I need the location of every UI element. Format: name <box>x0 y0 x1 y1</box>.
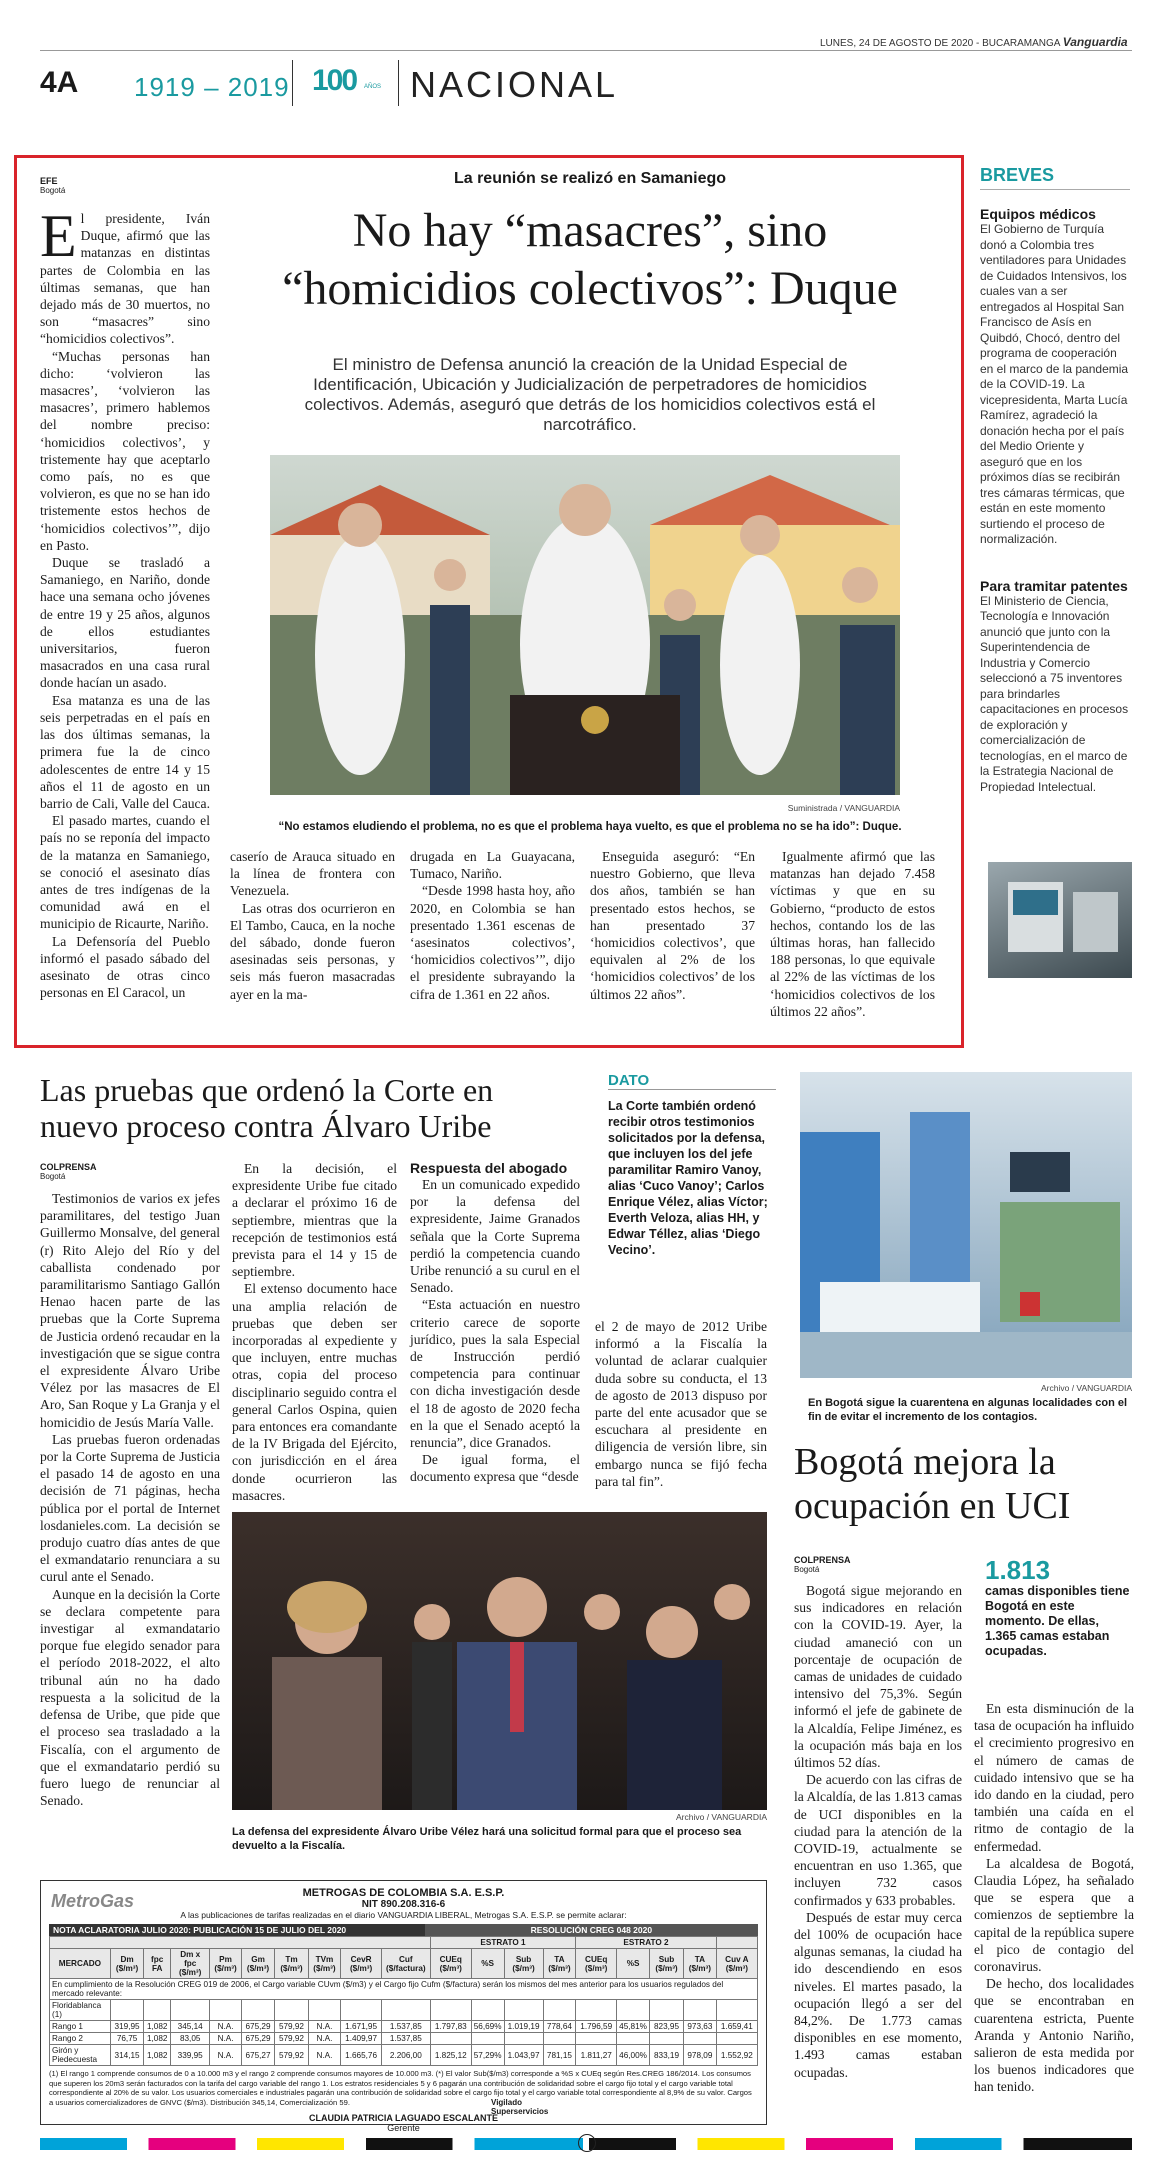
uribe-para: El extenso documento hace una amplia relación de pruebas que deben ser incorporadas al expediente y que incluyen, entre muchas otras, copia del proceso disciplinario seguido contra el general Carlos Ospina, quien para entonces era comandante de la IV Brigada del Ejército, con jurisdicción en el área donde ocurrieron las masacres. <box>232 1281 397 1503</box>
table-cell: 2.206,00 <box>381 2045 430 2066</box>
main-article-col4 <box>590 848 755 1003</box>
table-cell: 978,09 <box>684 2045 717 2066</box>
table-cell: Floridablanca (1) <box>50 2000 111 2021</box>
table-cell: 57,29% <box>471 2045 504 2066</box>
main-article-para: El presidente, Iván Duque, afirmó que las matanzas en distintas partes de Colombia en las últimas semanas, que han dejado más de 30 muertos, no son “masacres” sino “homicidios colectivos”. <box>40 203 210 347</box>
main-article-para: La Defensoría del Pueblo informó el pasado sábado del asesinato de otras cinco personas en El Caracol, un <box>40 933 210 1001</box>
metrogas-signer-title: Gerente <box>387 2123 420 2133</box>
table-header-cell: TA ($/m³) <box>684 1949 717 1979</box>
table-cell: 675,27 <box>241 2045 275 2066</box>
table-cell <box>617 2033 650 2045</box>
table-header-cell: CevR ($/m³) <box>341 1949 382 1979</box>
table-header-cell: Tm ($/m³) <box>275 1949 308 1979</box>
table-cell <box>576 2033 617 2045</box>
main-article-kicker: La reunión se realizó en Samaniego <box>453 170 727 187</box>
table-cell: 823,95 <box>649 2021 683 2033</box>
table-cell: 579,92 <box>275 2045 308 2066</box>
main-article-headline: No hay “masacres”, sino “homicidios colectivos”: Duque <box>282 204 898 315</box>
breves-item-text: El Ministerio de Ciencia, Tecnología e Innovación anunció que junto con la Superintendencia de Industria y Comercio seleccionó a 75 inventores para brindarles capacitaciones en procesos de exploración y comercialización de tecnologías, en el marco de la Estrategia Nacional de Propiedad Intelectual. <box>980 593 1129 794</box>
table-cell <box>471 2000 504 2021</box>
date-line: LUNES, 24 DE AGOSTO DE 2020 - BUCARAMANGA Vanguardia <box>820 35 1128 49</box>
metrogas-intro: A las publicaciones de tarifas realizadas en el diario VANGUARDIA LIBERAL, Metrogas S.A. E.S.P. se permite aclarar: <box>180 1910 627 1920</box>
uci-para: De acuerdo con las cifras de la Alcaldía, de las 1.813 camas de UCI disponibles en la ciudad para la atención de la COVID-19, actualmente se encuentran en uso 1.365, que incluyen 732 casos confirmados y 633 probables. <box>794 1772 962 1908</box>
table-cell: 778,64 <box>543 2021 576 2033</box>
breves-photo <box>988 862 1132 978</box>
table-cell: N.A. <box>308 2045 341 2066</box>
uribe-col4 <box>595 1318 767 1490</box>
table-cell: 1.537,85 <box>381 2021 430 2033</box>
uribe-headline: Las pruebas que ordenó la Corte en nuevo proceso contra Álvaro Uribe <box>40 1072 494 1144</box>
main-article-para: El pasado martes, cuando el país no se reponía del impacto de la matanza en Samaniego, se conoció el asesinato días antes de tres indígenas de la comunidad awá en el municipio de Ricaurte, Nariño. <box>40 813 210 932</box>
uci-para: La alcaldesa de Bogotá, Claudia López, ha señalado que se espera que a comienzos de septiembre la capital de la república supere el pico de contagio del coronavirus. <box>974 1855 1134 1975</box>
table-cell <box>308 2000 341 2021</box>
table-cell: 675,29 <box>241 2033 275 2045</box>
table-cell: N.A. <box>308 2021 341 2033</box>
table-row <box>50 1979 758 2000</box>
table-cell <box>716 2000 757 2021</box>
table-cell <box>241 2000 275 2021</box>
uci-photo-caption: En Bogotá sigue la cuarentena en algunas localidades con el fin de evitar el incremento de los contagios. <box>808 1397 1128 1423</box>
table-cell <box>649 2000 683 2021</box>
table-cell: 1.797,83 <box>430 2021 471 2033</box>
uribe-subhead: Respuesta del abogado <box>410 1160 568 1176</box>
table-cell: 56,69% <box>471 2021 504 2033</box>
main-article-photo-credit: Suministrada / VANGUARDIA <box>787 803 900 813</box>
table-cell <box>504 2000 543 2021</box>
table-row <box>50 2021 758 2033</box>
table-cell: 314,15 <box>110 2045 144 2066</box>
metrogas-footnote: (1) El rango 1 comprende consumos de 0 a 10.000 m3 y el rango 2 comprende consumos mayores de 10.000 m3. (*) El valor Sub($/m3) corresponde a %S x CUEq según Res.CREG 186/2014. Los consumos que superen los 20m3 serán facturados con la tarifa del cargo variable del rango 1. Los estratos residenciales 5 y 6 pagarán una contribución de solidaridad sobre el cargo fijo total y el cargo variable total correspondiente al 20% de su valor. Los usuarios comerciales e industriales pagarán una contribución de solidaridad sobre el cargo fijo total y el cargo variable total correspondiente al 8,9% de su valor. Cargos a usuarios comercializadores de GNVC ($/m3). Distribución 345,14, Comercialización 59. <box>49 2069 752 2107</box>
table-header-cell: Cuv A ($/m³) <box>716 1949 757 1979</box>
table-cell: N.A. <box>308 2033 341 2045</box>
table-cell: 1.825,12 <box>430 2045 471 2066</box>
main-article-col2 <box>230 848 395 1003</box>
uribe-col1 <box>40 1190 220 1809</box>
table-cell: 1.537,85 <box>381 2033 430 2045</box>
main-article-agency-city: Bogotá <box>40 186 66 195</box>
table-header-cell: fpc FA <box>144 1949 171 1979</box>
uci-photo-credit: Archivo / VANGUARDIA <box>1040 1383 1132 1393</box>
table-header-cell: Sub ($/m³) <box>504 1949 543 1979</box>
uci-para: De hecho, dos localidades que se encontraban en cuarentena estricta, Puente Aranda y Antonio Nariño, salieron de esta medida por los buenos indicadores que han tenido. <box>974 1976 1134 2095</box>
icu-photo-illustration <box>800 1072 1132 1378</box>
table-cell: 675,29 <box>241 2021 275 2033</box>
table-header-cell: Dm x fpc ($/m³) <box>171 1949 210 1979</box>
table-cell <box>341 2000 382 2021</box>
breves-item-text: El Gobierno de Turquía donó a Colombia tres ventiladores para Unidades de Cuidados Intensivos, los cuales van a ser entregados al Hospital San Francisco de Asís en Quibdó, Chocó, dentro del programa de cooperación en el marco de la pandemia de la COVID-19. La vicepresidenta, Marta Lucía Ramírez, agradeció la donación hecha por el país del Medio Oriente y aseguró que en los próximos días se recibirán tres cámaras térmicas, que están en este momento surtiendo el proceso de normalización. <box>980 222 1129 546</box>
table-cell: 833,19 <box>649 2045 683 2066</box>
table-cell: 46,00% <box>617 2045 650 2066</box>
uribe-photo-caption: La defensa del expresidente Álvaro Uribe Vélez hará una solicitud formal para que el proceso sea devuelto a la Fiscalía. <box>232 1826 742 1852</box>
table-header-cell: CUEq ($/m³) <box>430 1949 471 1979</box>
table-cell: 339,95 <box>171 2045 210 2066</box>
table-cell: 76,75 <box>110 2033 144 2045</box>
table-cell: 1.665,76 <box>341 2045 382 2066</box>
uci-agency-city: Bogotá <box>794 1565 820 1574</box>
table-cell <box>716 2033 757 2045</box>
table-cell <box>381 2000 430 2021</box>
table-cell <box>684 2033 717 2045</box>
table-header-cell: Pm ($/m³) <box>210 1949 241 1979</box>
table-header-cell: TVm ($/m³) <box>308 1949 341 1979</box>
table-row <box>50 2045 758 2066</box>
table-cell: 1.659,41 <box>716 2021 757 2033</box>
table-cell: 1.552,92 <box>716 2045 757 2066</box>
header-divider <box>292 60 293 106</box>
metrogas-nit: NIT 890.208.316-6 <box>361 1899 446 1910</box>
vigilado-seal: Vigilado Superservicios <box>491 2098 549 2116</box>
registration-mark-icon <box>578 2134 596 2152</box>
dropcap: E <box>40 203 77 269</box>
estrato1-header: ESTRATO 1 <box>430 1937 575 1949</box>
uribe-photo-illustration <box>232 1512 767 1810</box>
table-header-cell: Cuf ($/factura) <box>381 1949 430 1979</box>
uribe-para: De igual forma, el documento expresa que “desde <box>410 1452 580 1485</box>
uci-para: Después de estar muy cerca del 100% de ocupación hace algunas semanas, la ciudad ha ido descendiendo en esos niveles. El martes pasado, la ocupación llegó a ser del 84,2%. De 1.773 camas disponibles en ese momento, 1.493 camas estaban ocupadas. <box>794 1909 962 2080</box>
table-header-cell: Dm ($/m³) <box>110 1949 144 1979</box>
uribe-para: Testimonios de varios ex jefes paramilitares, del testigo Juan Guillermo Monsalve, del general (r) Rito Alejo del Río y del caballista condenado por paramilitarismo Santiago Gallón Henao hacen parte de las pruebas que la Corte Suprema de Justicia ordenó recaudar en la investigación que se sigue contra el expresidente Álvaro Uribe Vélez por las masacres de El Aro, San Roque y La Granja y el homicidio de Jesús María Valle. <box>40 1191 220 1430</box>
table-cell <box>210 2000 241 2021</box>
metrogas-logo: MetroGas <box>51 1891 135 1911</box>
uci-para: En esta disminución de la tasa de ocupación ha influido el crecimiento progresivo en el número de camas de cuidado intensivo que se ha ido dando en la ciudad, pero también una caída en el ritmo de contagio de la enfermedad. <box>974 1701 1134 1854</box>
table-cell: Girón y Piedecuesta <box>50 2045 111 2066</box>
uci-photo <box>800 1072 1132 1378</box>
ventilator-photo-illustration <box>988 862 1132 978</box>
dato-label: DATO <box>608 1072 776 1090</box>
main-article-para: drugada en La Guayacana, Tumaco, Nariño. <box>410 849 575 882</box>
table-cell <box>576 2000 617 2021</box>
breves-item-title: Para tramitar patentes <box>980 577 1128 594</box>
metrogas-note-row: En cumplimiento de la Resolución CREG 019 de 2006, el Cargo variable CUvm ($/m3) y el Cargo fijo Cufm ($/factura) serán los mismos del mes anterior para los usuarios regulados del mercado relevante: <box>50 1979 758 2000</box>
main-article-para: “Muchas personas han dicho: ‘volvieron las masacres’, ‘volvieron las masacres’, primero hablemos del nombre preciso: ‘homicidios colectivos’, y tristemente hay que aceptarlo como país, no es que volvieron, es que no se han ido tristemente estos hechos de ‘homicidios colectivos’”, dijo en Pasto. <box>40 348 210 553</box>
table-cell: 345,14 <box>171 2021 210 2033</box>
main-article-col1 <box>40 203 210 1001</box>
dato-box <box>608 1072 776 1258</box>
table-cell: 579,92 <box>275 2033 308 2045</box>
table-cell: N.A. <box>210 2021 241 2033</box>
main-article-agency: EFE Bogotá <box>40 176 66 195</box>
main-article-para: caserío de Arauca situado en la línea de frontera con Venezuela. <box>230 849 395 899</box>
table-header-cell: Sub ($/m³) <box>649 1949 683 1979</box>
main-article-photo-caption: “No estamos eludiendo el problema, no es que el problema haya vuelto, es que el problema no se ha ido”: Duque. <box>278 821 902 833</box>
page-number: 4A <box>40 66 79 99</box>
uribe-para: el 2 de mayo de 2012 Uribe informó a la Fiscalía la voluntad de aclarar cualquier duda sobre su conducta, el 13 de agosto de 2013 dispuso por parte del ente acusador que se escuchara al presidente en diligencia de versión libre, sin embargo nunca se fijó fecha para tal fin”. <box>595 1319 767 1489</box>
table-cell: 319,95 <box>110 2021 144 2033</box>
table-cell: 45,81% <box>617 2021 650 2033</box>
uribe-para: En la decisión, el expresidente Uribe fue citado a declarar el próximo 16 de septiembre, mientras que la recepción de testimonios está prevista para el 14 y 15 de septiembre. <box>232 1161 397 1280</box>
table-cell <box>471 2033 504 2045</box>
header-divider-2 <box>398 60 399 106</box>
table-cell: 1.409,97 <box>341 2033 382 2045</box>
main-article-subhead: El ministro de Defensa anunció la creación de la Unidad Especial de Identificación, Ubicación y Judicialización de perpetradores de homicidios colectivos. Además, aseguró que detrás de los homicidios colectivos está el narcotráfico. <box>304 355 876 434</box>
years-label: 1919 – 2019 <box>134 72 290 102</box>
table-header-cell: TA ($/m³) <box>543 1949 576 1979</box>
table-cell: 1.671,95 <box>341 2021 382 2033</box>
table-cell: 1,082 <box>144 2021 171 2033</box>
table-cell: 1.043,97 <box>504 2045 543 2066</box>
main-article-para: Duque se trasladó a Samaniego, en Nariño, donde hace una semana ocho jóvenes de entre 19 y 25 años, algunos de ellos estudiantes universitarios, fueron masacrados en una casa rural donde hacían un asado. <box>40 555 210 691</box>
table-cell: 83,05 <box>171 2033 210 2045</box>
dato-text: La Corte también ordenó recibir otros testimonios solicitados por la defensa, que incluyen los del jefe paramilitar Ramiro Vanoy, alias ‘Cuco Vanoy’; Carlos Enrique Vélez, alias Víctor; Everth Veloza, alias HH, y Edwar Téllez, alias ‘Diego Vecino’. <box>608 1099 768 1257</box>
main-article-col3 <box>410 848 575 1003</box>
main-article-para: Enseguida aseguró: “En nuestro Gobierno, que lleva dos años, también se han presentado estos hechos, se han presentado 37 ‘homicidios colectivos’, que equivalen al 2% de los ‘homicidios colectivos’ de los últimos 22 años”. <box>590 849 755 1002</box>
ceremony-photo-illustration <box>270 455 900 795</box>
main-article-para: Esa matanza es una de las seis perpetradas en el país en las dos últimas semanas, la primera fue la de cinco adolescentes de entre 14 y 15 años el 11 de agosto en un barrio de Cali, Valle del Cauca. <box>40 692 210 811</box>
table-cell: Rango 2 <box>50 2033 111 2045</box>
header-rule <box>40 50 1132 51</box>
anniversary-logo-sub: AÑOS <box>364 84 382 90</box>
main-article-col5 <box>770 848 935 1020</box>
table-header-cell: MERCADO <box>50 1949 111 1979</box>
uci-agency: COLPRENSA Bogotá <box>794 1555 851 1574</box>
table-cell: 579,92 <box>275 2021 308 2033</box>
table-cell <box>110 2000 144 2021</box>
uribe-col2 <box>232 1160 397 1504</box>
table-header-cell: Gm ($/m³) <box>241 1949 275 1979</box>
table-row <box>50 2033 758 2045</box>
main-article-photo <box>270 455 900 795</box>
breves-label: BREVES <box>980 165 1130 190</box>
table-cell: 1.811,27 <box>576 2045 617 2066</box>
anniversary-logo-number: 100 <box>312 64 357 97</box>
table-cell: N.A. <box>210 2045 241 2066</box>
table-cell: Rango 1 <box>50 2021 111 2033</box>
metrogas-table-banner <box>49 1924 758 1936</box>
paper-name: Vanguardia <box>1062 35 1128 49</box>
breves-sidebar <box>980 165 1130 795</box>
uribe-para: En un comunicado expedido por la defensa del expresidente, Jaime Granados señala que la Corte Suprema perdió la competencia cuando Uribe renunció a su curul en el Senado. <box>410 1177 580 1296</box>
estrato2-header: ESTRATO 2 <box>576 1937 716 1949</box>
uribe-para: Las pruebas fueron ordenadas por la Corte Suprema de Justicia el pasado 14 de agosto en una decisión de 71 páginas, hecha pública por el portal de Internet losdanieles.com. La decisión se produjo cuatro días antes de que el exmandatario renunciara a su curul ante el Senado. <box>40 1431 220 1585</box>
table-cell <box>430 2000 471 2021</box>
uribe-photo <box>232 1512 767 1810</box>
table-cell: N.A. <box>210 2033 241 2045</box>
metrogas-signer: CLAUDIA PATRICIA LAGUADO ESCALANTE Gerente <box>49 2113 758 2133</box>
uribe-agency-city: Bogotá <box>40 1172 66 1181</box>
main-article-para: “Desde 1998 hasta hoy, año 2020, en Colombia se han presentado 1.361 escenas de ‘asesinatos colectivos’, ‘homicidios colectivos’”, dijo el presidente subrayando la cifra de 1.361 en 22 años. <box>410 883 575 1002</box>
uribe-para: Aunque en la decisión la Corte se declara competente para investigar al exmandatario porque fue elegido senador para el período 2018-2022, el alto tribunal aún no ha dado respuesta a la solicitud de la defensa de Uribe, que pide que el proceso sea trasladado a la Fiscalía, con el argumento de que el exmandatario perdió su fuero luego de renunciar al Senado. <box>40 1586 220 1809</box>
uribe-col3 <box>410 1160 580 1486</box>
table-header-cell: %S <box>617 1949 650 1979</box>
breves-item-title: Equipos médicos <box>980 206 1096 222</box>
uci-col1 <box>794 1582 962 2081</box>
table-cell: 973,63 <box>684 2021 717 2033</box>
section-title: NACIONAL <box>410 64 619 105</box>
metrogas-ad <box>40 1880 767 2133</box>
metrogas-nota: NOTA ACLARATORIA JULIO 2020: PUBLICACIÓN 15 DE JULIO DEL 2020 <box>49 1924 425 1936</box>
anniversary-logo <box>312 64 382 104</box>
table-header-cell: CUEq ($/m³) <box>576 1949 617 1979</box>
uci-para: Bogotá sigue mejorando en sus indicadores en relación con la COVID-19. Ayer, la ciudad amaneció con un porcentaje de ocupación de camas de unidades de cuidado intensivo del 75,3%. Según informó el jefe de gabinete de la Alcaldía, Felipe Jiménez, es la ocupación más baja en los últimos 52 días. <box>794 1583 962 1771</box>
table-cell <box>543 2000 576 2021</box>
table-row <box>50 2000 758 2021</box>
table-cell: 1,082 <box>144 2045 171 2066</box>
table-cell <box>430 2033 471 2045</box>
main-article-para: Igualmente afirmó que las matanzas han dejado 7.458 víctimas y que en su Gobierno, “producto de estos hechos, contando los de las últimas horas, han fallecido 188 personas, lo que equivale al 22% de las víctimas de los ‘homicidios colectivos de los últimos 22 años”. <box>770 849 935 1019</box>
table-header-cell: %S <box>471 1949 504 1979</box>
table-cell <box>275 2000 308 2021</box>
table-cell <box>543 2033 576 2045</box>
table-cell: 1.796,59 <box>576 2021 617 2033</box>
uci-highlight-text: camas disponibles tiene Bogotá en este momento. De ellas, 1.365 camas estaban ocupadas. <box>985 1584 1130 1658</box>
table-cell: 1,082 <box>144 2033 171 2045</box>
table-row <box>50 1937 758 1949</box>
uribe-agency: COLPRENSA Bogotá <box>40 1162 97 1181</box>
metrogas-resolucion: RESOLUCIÓN CREG 048 2020 <box>425 1924 758 1936</box>
table-cell <box>171 2000 210 2021</box>
table-cell <box>649 2033 683 2045</box>
metrogas-company: METROGAS DE COLOMBIA S.A. E.S.P. <box>302 1887 505 1899</box>
uribe-photo-credit: Archivo / VANGUARDIA <box>675 1812 767 1822</box>
table-header-row <box>50 1949 758 1979</box>
table-cell: 781,15 <box>543 2045 576 2066</box>
metrogas-tariff-table <box>49 1936 758 2066</box>
main-article-para: Las otras dos ocurrieron en El Tambo, Cauca, en la noche del sábado, donde fueron asesinadas seis personas, y seis más fueron masacradas ayer en la ma- <box>230 900 395 1002</box>
uci-highlight <box>985 1556 1132 1659</box>
table-cell <box>504 2033 543 2045</box>
table-cell: 1.019,19 <box>504 2021 543 2033</box>
uci-highlight-number: 1.813 <box>985 1555 1051 1585</box>
table-cell <box>144 2000 171 2021</box>
table-cell <box>684 2000 717 2021</box>
uci-col2 <box>974 1700 1134 2096</box>
table-cell <box>617 2000 650 2021</box>
uribe-para: “Esta actuación en nuestro criterio carece de soporte jurídico, pues la sala Especial de Instrucción perdió competencia para continuar con dicha investigación desde el 18 de agosto de 2020 fecha en la que el Senado aceptó la renuncia”, dice Granados. <box>410 1297 580 1451</box>
uci-headline: Bogotá mejora la ocupación en UCI <box>794 1441 1071 1527</box>
